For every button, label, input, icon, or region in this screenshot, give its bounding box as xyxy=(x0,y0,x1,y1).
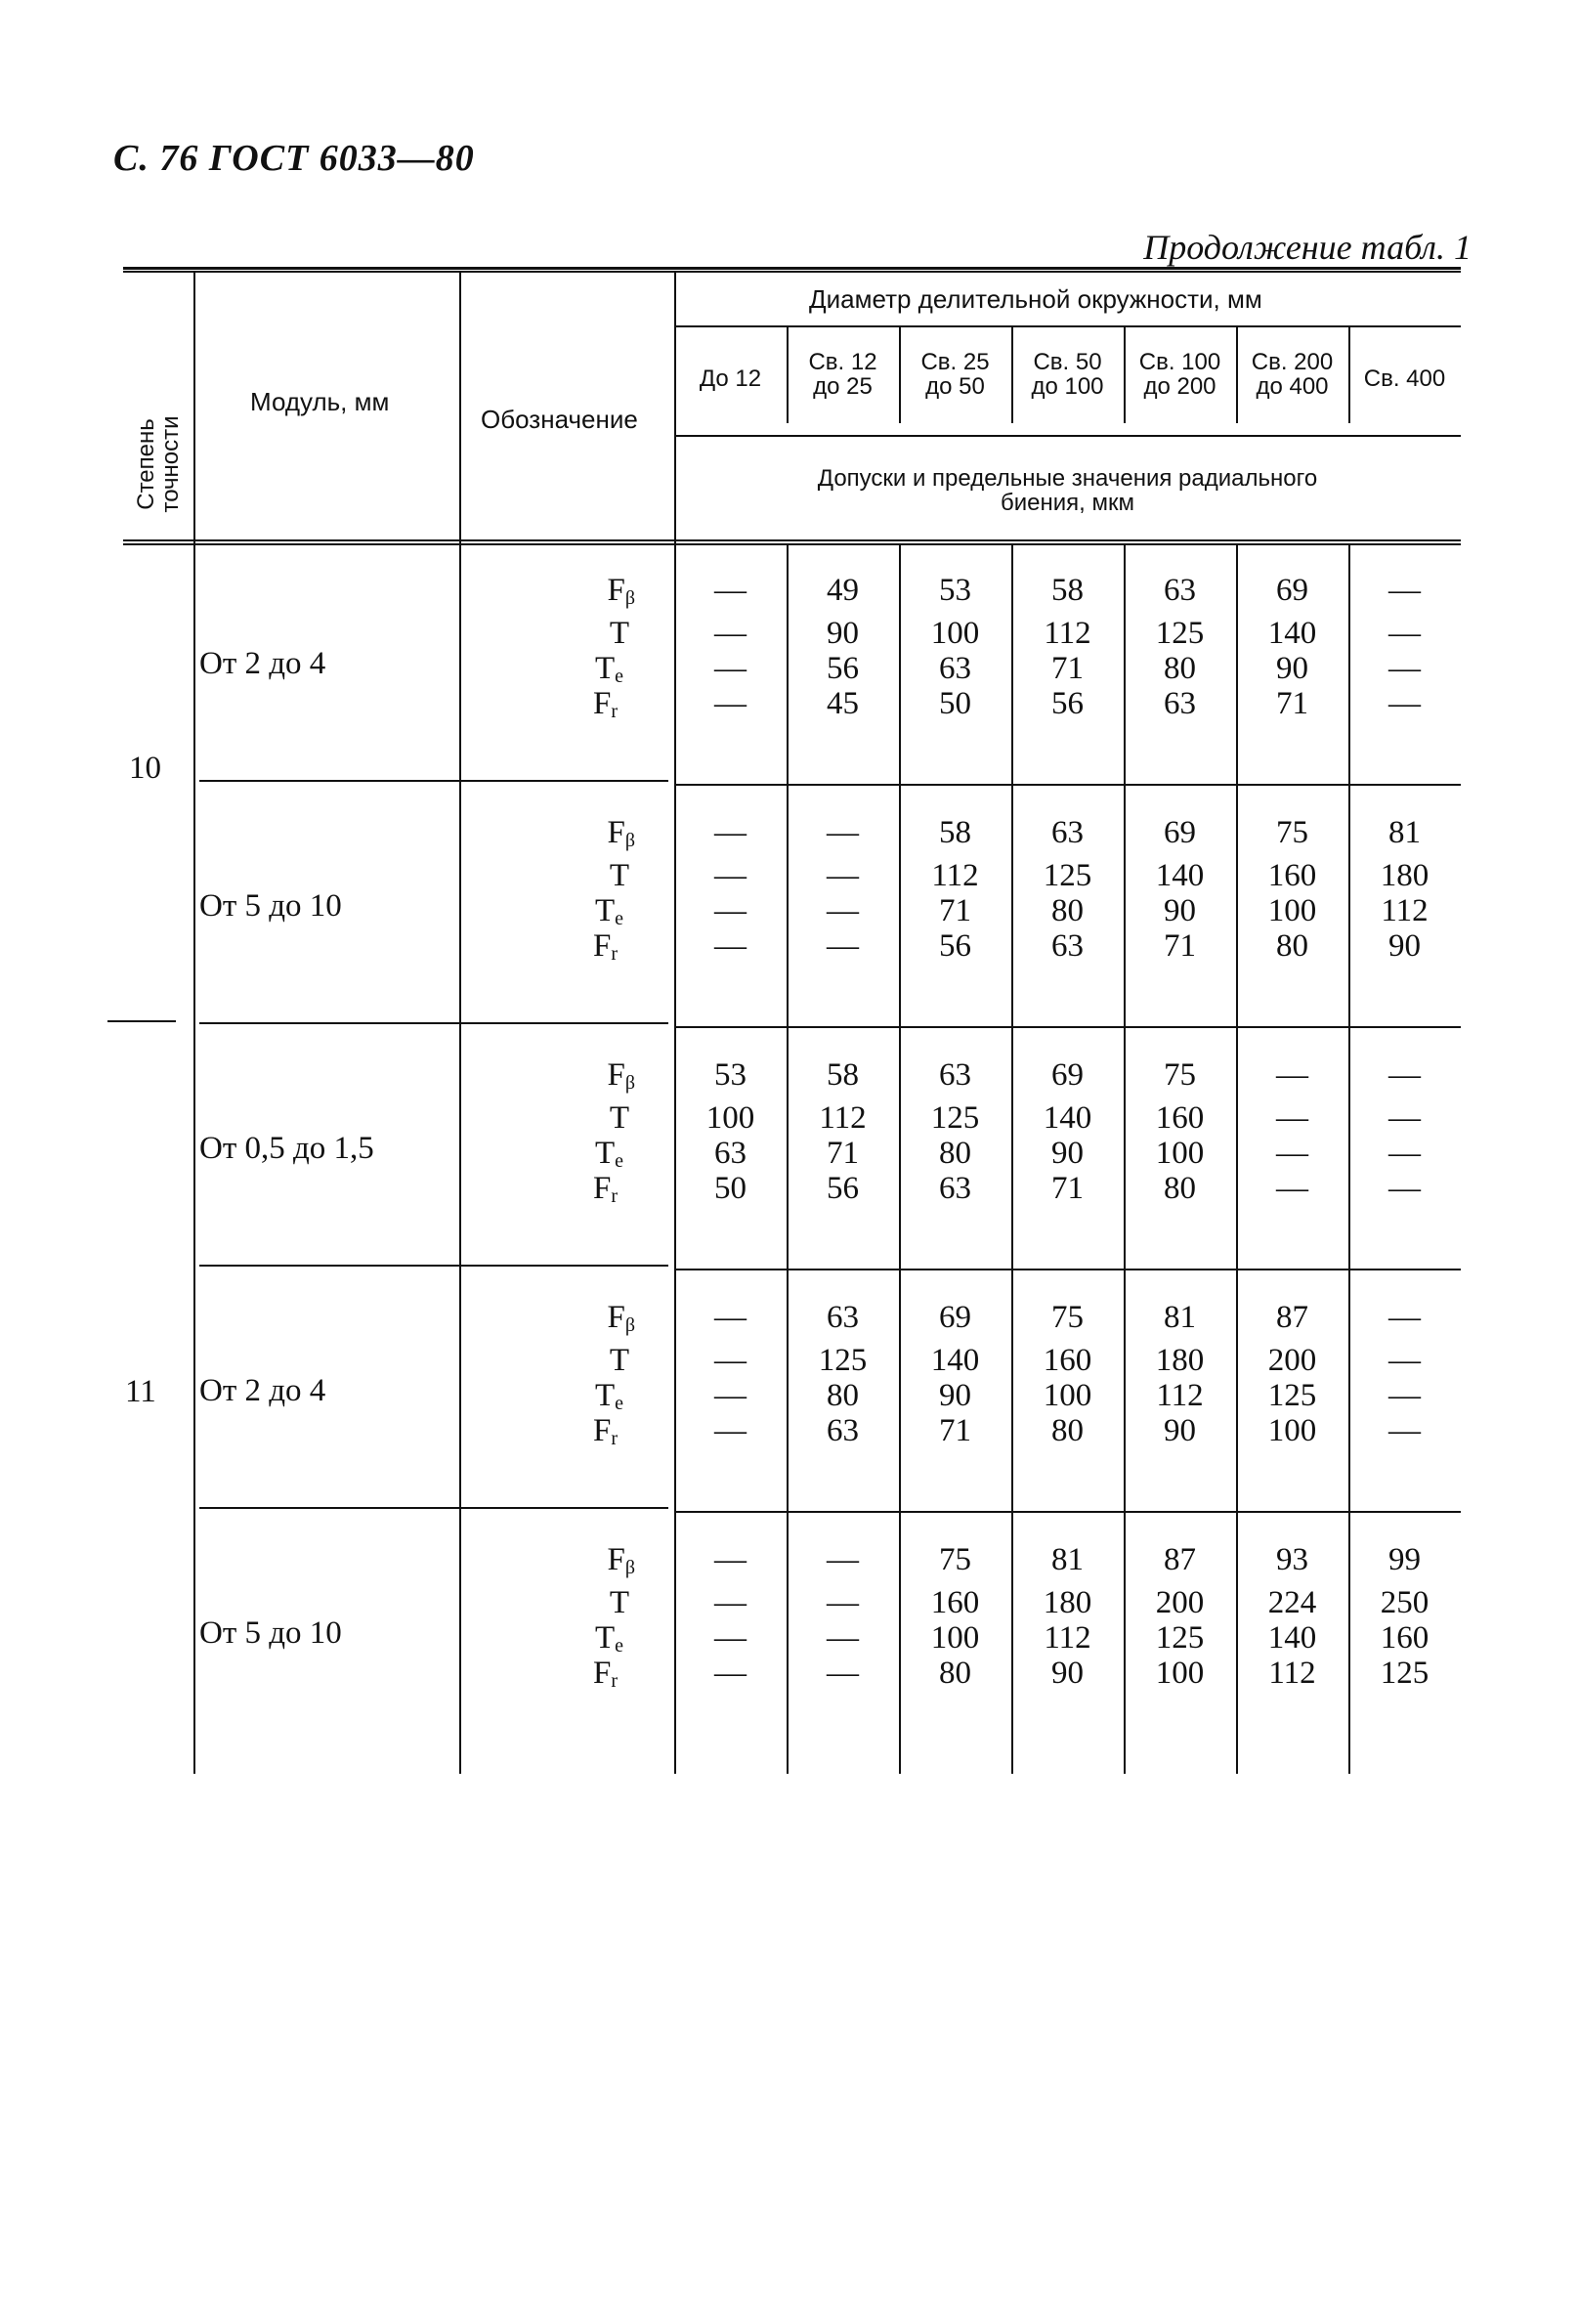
table-cell: 125 xyxy=(930,1100,980,1136)
table-cell: 63 xyxy=(939,651,971,686)
table-cell: 81 xyxy=(1388,815,1421,850)
table-cell: 180 xyxy=(1043,1585,1092,1620)
header-diameter-range-line: до 200 xyxy=(1143,373,1216,401)
designation-symbol-subscript: e xyxy=(615,1393,623,1414)
table-cell: — xyxy=(714,1656,747,1691)
table-cell: — xyxy=(714,815,747,850)
designation-symbol xyxy=(557,575,635,608)
table-cell: 112 xyxy=(1044,616,1091,651)
table-cell: 93 xyxy=(1276,1542,1308,1577)
table-cell: 87 xyxy=(1276,1300,1308,1335)
table-cell: — xyxy=(1276,1057,1308,1093)
table-cell: 56 xyxy=(827,1171,859,1206)
designation-symbol-subscript: β xyxy=(624,587,635,609)
table-cell: — xyxy=(1388,1413,1421,1448)
table-cell: 71 xyxy=(939,1413,971,1448)
module-label: От 5 до 10 xyxy=(199,1615,342,1651)
group-separator xyxy=(676,784,1461,786)
table-cell: 140 xyxy=(1155,858,1205,893)
table-cell: 112 xyxy=(819,1100,867,1136)
designation-symbol xyxy=(545,1380,623,1413)
table-cell: 63 xyxy=(827,1413,859,1448)
group-separator xyxy=(199,1022,668,1024)
table-cell: 71 xyxy=(1164,928,1196,964)
table-cell: 80 xyxy=(827,1378,859,1413)
table-cell: — xyxy=(827,1585,859,1620)
table-cell: — xyxy=(714,928,747,964)
table-cell: — xyxy=(1388,1171,1421,1206)
table-continuation-label: Продолжение табл. 1 xyxy=(1143,228,1472,267)
table-cell: 90 xyxy=(1388,928,1421,964)
table-cell: 63 xyxy=(1051,815,1084,850)
table-cell: 58 xyxy=(1051,573,1084,608)
table-cell: 58 xyxy=(827,1057,859,1093)
table-cell: 160 xyxy=(1155,1100,1205,1136)
table-cell: — xyxy=(1388,573,1421,608)
header-diameter-group: Диаметр делительной окружности, мм xyxy=(809,284,1262,314)
designation-symbol xyxy=(545,1622,623,1656)
table-cell: — xyxy=(827,928,859,964)
table-cell: 56 xyxy=(939,928,971,964)
group-separator xyxy=(199,780,668,782)
module-label: От 2 до 4 xyxy=(199,1373,326,1408)
table-cell: 100 xyxy=(930,1620,980,1656)
table-cell: — xyxy=(1388,1057,1421,1093)
table-cell: 80 xyxy=(1276,928,1308,964)
header-module: Модуль, мм xyxy=(250,387,390,416)
header-diameter-range-line: до 25 xyxy=(813,373,873,401)
table-cell: 81 xyxy=(1164,1300,1196,1335)
table-cell: 100 xyxy=(1267,1413,1317,1448)
designation-symbol xyxy=(557,817,635,850)
column-divider xyxy=(193,271,195,1774)
table-cell: 99 xyxy=(1388,1542,1421,1577)
table-cell: 250 xyxy=(1380,1585,1430,1620)
table-cell: 71 xyxy=(1051,1171,1084,1206)
table-cell: 112 xyxy=(1381,893,1429,928)
table-cell: — xyxy=(1388,686,1421,721)
header-diameter-range-line: до 400 xyxy=(1256,373,1329,401)
table-cell: 71 xyxy=(939,893,971,928)
table-cell: 63 xyxy=(1164,686,1196,721)
group-separator xyxy=(676,1269,1461,1270)
table-cell: 140 xyxy=(930,1343,980,1378)
designation-symbol xyxy=(539,688,618,721)
table-cell: 56 xyxy=(827,651,859,686)
table-cell: 58 xyxy=(939,815,971,850)
table-cell: — xyxy=(1276,1171,1308,1206)
header-diameter-range-line: Св. 25 xyxy=(920,349,990,375)
table-cell: 71 xyxy=(1276,686,1308,721)
table-cell: 63 xyxy=(1164,573,1196,608)
table-cell: 80 xyxy=(939,1136,971,1171)
table-cell: 90 xyxy=(1164,893,1196,928)
table-cell: 160 xyxy=(1267,858,1317,893)
table-cell: 50 xyxy=(939,686,971,721)
table-cell: 90 xyxy=(827,616,859,651)
table-cell: 63 xyxy=(827,1300,859,1335)
designation-symbol-main: T xyxy=(594,893,616,928)
table-cell: 160 xyxy=(1380,1620,1430,1656)
table-cell: 69 xyxy=(939,1300,971,1335)
designation-symbol-main: F xyxy=(592,928,612,964)
designation-symbol xyxy=(539,1173,618,1206)
header-diameter-range-line: Св. 50 xyxy=(1033,349,1102,375)
header-rule xyxy=(674,435,1461,437)
designation-symbol-subscript: e xyxy=(615,666,623,687)
table-cell: 200 xyxy=(1155,1585,1205,1620)
header-tolerance-note-line: биения, мкм xyxy=(1001,490,1134,517)
table-cell: — xyxy=(1388,1378,1421,1413)
designation-symbol-subscript: r xyxy=(611,943,618,965)
header-degree-line: точности xyxy=(157,415,185,513)
header-degree-line: Степень xyxy=(133,418,159,510)
header-diameter-range xyxy=(674,366,787,391)
table-cell: 100 xyxy=(930,616,980,651)
designation-symbol-subscript: e xyxy=(615,1150,623,1172)
table-cell: 160 xyxy=(1043,1343,1092,1378)
designation-symbol xyxy=(551,618,629,650)
table-cell: 50 xyxy=(714,1171,747,1206)
table-cell: — xyxy=(714,686,747,721)
table-cell: 75 xyxy=(1051,1300,1084,1335)
module-label: От 2 до 4 xyxy=(199,646,326,681)
table-cell: 75 xyxy=(1164,1057,1196,1093)
header-diameter-range xyxy=(1348,366,1461,391)
header-diameter-range-line: Св. 100 xyxy=(1138,349,1221,375)
table-cell: — xyxy=(714,1542,747,1577)
group-separator xyxy=(199,1507,668,1509)
header-diameter-range xyxy=(1124,350,1236,399)
table-cell: 180 xyxy=(1155,1343,1205,1378)
table-cell: 160 xyxy=(930,1585,980,1620)
table-cell: — xyxy=(1388,616,1421,651)
designation-symbol xyxy=(557,1544,635,1577)
table-cell: 69 xyxy=(1164,815,1196,850)
table-cell: 63 xyxy=(939,1171,971,1206)
header-tolerance-note-line: Допуски и предельные значения радиального xyxy=(817,465,1318,492)
header-bottom-rule xyxy=(123,543,1461,545)
designation-symbol-subscript: r xyxy=(611,701,618,722)
designation-symbol-main: T xyxy=(609,1343,629,1378)
table-cell: 100 xyxy=(1043,1378,1092,1413)
degree-separator xyxy=(107,1020,176,1022)
designation-symbol-main: F xyxy=(592,686,612,721)
table-cell: 75 xyxy=(1276,815,1308,850)
designation-symbol xyxy=(557,1059,635,1093)
designation-symbol-subscript: e xyxy=(615,908,623,929)
table-cell: 90 xyxy=(1051,1136,1084,1171)
designation-symbol xyxy=(557,1302,635,1335)
designation-symbol xyxy=(551,860,629,892)
header-bottom-rule xyxy=(123,539,1461,541)
table-cell: — xyxy=(1388,651,1421,686)
table-cell: 125 xyxy=(818,1343,868,1378)
module-label: От 5 до 10 xyxy=(199,888,342,924)
designation-symbol xyxy=(545,1138,623,1171)
table-cell: — xyxy=(827,858,859,893)
header-tolerance-note xyxy=(674,466,1461,515)
designation-symbol-main: F xyxy=(592,1413,612,1448)
table-cell: 63 xyxy=(939,1057,971,1093)
designation-symbol xyxy=(539,1657,618,1691)
table-cell: 90 xyxy=(1276,651,1308,686)
group-separator xyxy=(199,1265,668,1267)
designation-symbol-main: T xyxy=(594,1378,616,1413)
table-cell: 80 xyxy=(939,1656,971,1691)
table-cell: 87 xyxy=(1164,1542,1196,1577)
table-cell: 53 xyxy=(939,573,971,608)
table-cell: 200 xyxy=(1267,1343,1317,1378)
table-cell: 49 xyxy=(827,573,859,608)
designation-symbol-main: F xyxy=(592,1171,612,1206)
table-cell: 125 xyxy=(1267,1378,1317,1413)
table-cell: 125 xyxy=(1043,858,1092,893)
degree-label: 10 xyxy=(129,751,161,786)
table-cell: 81 xyxy=(1051,1542,1084,1577)
header-diameter-range-line: до 50 xyxy=(925,373,985,401)
designation-symbol-subscript: e xyxy=(615,1635,623,1657)
designation-symbol xyxy=(545,653,623,686)
table-cell: 112 xyxy=(1268,1656,1316,1691)
header-diameter-range xyxy=(899,350,1011,399)
table-cell: — xyxy=(1276,1136,1308,1171)
table-cell: — xyxy=(827,815,859,850)
header-diameter-range-line: До 12 xyxy=(699,366,762,392)
header-diameter-range-line: до 100 xyxy=(1031,373,1104,401)
designation-symbol-main: F xyxy=(607,815,625,850)
designation-symbol-main: F xyxy=(607,573,625,608)
table-cell: 100 xyxy=(1267,893,1317,928)
table-cell: — xyxy=(714,616,747,651)
table-cell: 140 xyxy=(1043,1100,1092,1136)
table-cell: 45 xyxy=(827,686,859,721)
table-cell: — xyxy=(714,1585,747,1620)
table-cell: 56 xyxy=(1051,686,1084,721)
group-separator xyxy=(676,1511,1461,1513)
table-cell: — xyxy=(714,573,747,608)
table-cell: 63 xyxy=(1051,928,1084,964)
table-cell: — xyxy=(827,893,859,928)
table-cell: 100 xyxy=(1155,1136,1205,1171)
module-label: От 0,5 до 1,5 xyxy=(199,1131,374,1166)
designation-symbol-subscript: β xyxy=(624,1557,635,1578)
table-cell: 112 xyxy=(1044,1620,1091,1656)
designation-symbol xyxy=(551,1587,629,1619)
header-diameter-range-line: Св. 400 xyxy=(1363,366,1446,392)
table-cell: — xyxy=(827,1620,859,1656)
table-cell: 180 xyxy=(1380,858,1430,893)
table-cell: — xyxy=(714,1300,747,1335)
header-rule xyxy=(674,325,1461,327)
header-diameter-range-line: Св. 200 xyxy=(1251,349,1334,375)
header-diameter-range xyxy=(1011,350,1124,399)
table-cell: — xyxy=(1388,1100,1421,1136)
group-separator xyxy=(676,1026,1461,1028)
designation-symbol-main: F xyxy=(607,1300,625,1335)
table-cell: 71 xyxy=(1051,651,1084,686)
table-top-rule xyxy=(123,267,1461,270)
designation-symbol-main: F xyxy=(607,1542,625,1577)
table-cell: 125 xyxy=(1155,616,1205,651)
designation-symbol-main: T xyxy=(609,616,629,651)
table-cell: 69 xyxy=(1051,1057,1084,1093)
table-cell: — xyxy=(1388,1343,1421,1378)
table-cell: 140 xyxy=(1267,1620,1317,1656)
table-cell: — xyxy=(1276,1100,1308,1136)
table-cell: — xyxy=(714,1620,747,1656)
table-cell: — xyxy=(714,858,747,893)
header-diameter-range xyxy=(787,350,899,399)
designation-symbol-main: T xyxy=(594,1620,616,1656)
header-diameter-range xyxy=(1236,350,1348,399)
header-diameter-range-line: Св. 12 xyxy=(808,349,877,375)
table-cell: 80 xyxy=(1164,1171,1196,1206)
table-cell: 80 xyxy=(1051,893,1084,928)
table-cell: — xyxy=(714,1378,747,1413)
table-cell: 100 xyxy=(705,1100,755,1136)
table-cell: 53 xyxy=(714,1057,747,1093)
table-cell: 140 xyxy=(1267,616,1317,651)
table-cell: 69 xyxy=(1276,573,1308,608)
designation-symbol-main: T xyxy=(594,651,616,686)
designation-symbol-subscript: r xyxy=(611,1670,618,1692)
table-cell: 80 xyxy=(1051,1413,1084,1448)
designation-symbol-main: F xyxy=(592,1656,612,1691)
table-cell: 224 xyxy=(1267,1585,1317,1620)
designation-symbol-subscript: r xyxy=(611,1428,618,1449)
table-cell: 90 xyxy=(939,1378,971,1413)
table-cell: 63 xyxy=(714,1136,747,1171)
designation-symbol xyxy=(551,1345,629,1377)
table-cell: — xyxy=(714,893,747,928)
table-cell: — xyxy=(714,1343,747,1378)
designation-symbol xyxy=(545,895,623,928)
table-cell: 125 xyxy=(1380,1656,1430,1691)
designation-symbol xyxy=(539,1415,618,1448)
table-cell: 112 xyxy=(1156,1378,1204,1413)
table-top-rule-inner xyxy=(123,271,1461,273)
designation-symbol-main: T xyxy=(609,1100,629,1136)
designation-symbol-subscript: β xyxy=(624,1314,635,1336)
designation-symbol-subscript: r xyxy=(611,1185,618,1207)
header-designation: Обозначение xyxy=(481,405,638,434)
table-cell: — xyxy=(827,1656,859,1691)
table-cell: — xyxy=(827,1542,859,1577)
designation-symbol-main: T xyxy=(609,858,629,893)
table-cell: — xyxy=(1388,1300,1421,1335)
page-header: С. 76 ГОСТ 6033—80 xyxy=(113,138,475,179)
table-cell: — xyxy=(714,651,747,686)
designation-symbol-subscript: β xyxy=(624,830,635,851)
table-cell: 112 xyxy=(931,858,979,893)
table-cell: 100 xyxy=(1155,1656,1205,1691)
designation-symbol-subscript: β xyxy=(624,1072,635,1094)
table-cell: — xyxy=(714,1413,747,1448)
degree-label: 11 xyxy=(125,1374,156,1409)
table-cell: 71 xyxy=(827,1136,859,1171)
designation-symbol xyxy=(551,1102,629,1135)
table-cell: 90 xyxy=(1164,1413,1196,1448)
designation-symbol-main: T xyxy=(609,1585,629,1620)
table-cell: 90 xyxy=(1051,1656,1084,1691)
table-cell: 80 xyxy=(1164,651,1196,686)
table-cell: 75 xyxy=(939,1542,971,1577)
table-cell: — xyxy=(1388,1136,1421,1171)
designation-symbol-main: T xyxy=(594,1136,616,1171)
designation-symbol xyxy=(539,930,618,964)
designation-symbol-main: F xyxy=(607,1057,625,1093)
table-cell: 125 xyxy=(1155,1620,1205,1656)
